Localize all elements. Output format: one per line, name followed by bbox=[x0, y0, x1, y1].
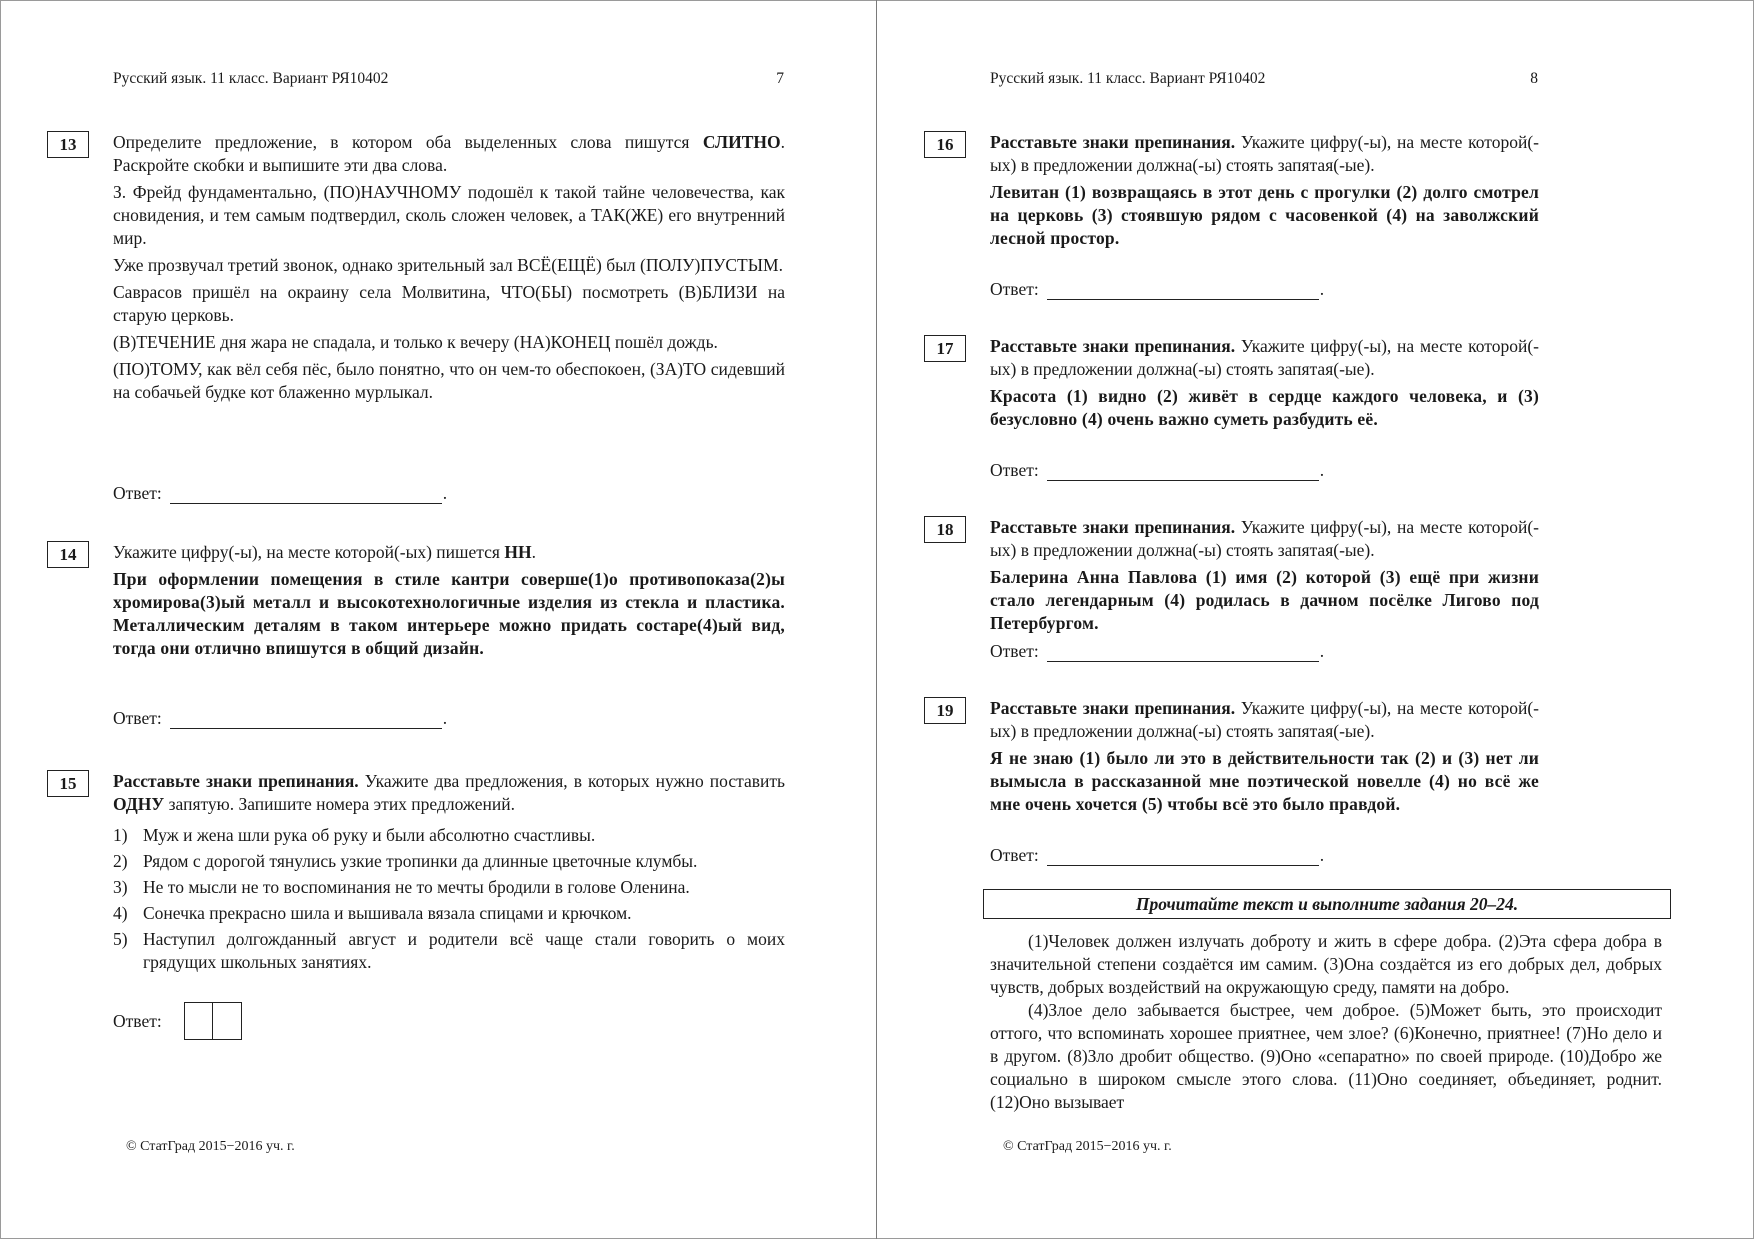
task-prompt: Расставьте знаки препинания. Укажите два предложения, в которых нужно поставить ОДНУ запятую. Запишите номера этих предложений. bbox=[113, 771, 785, 814]
task-19 bbox=[924, 697, 1539, 820]
task-number-box: 19 bbox=[924, 697, 966, 724]
sentence: Уже прозвучал третий звонок, однако зрительный зал ВСЁ(ЕЩЁ) был (ПОЛУ)ПУСТЫМ. bbox=[113, 255, 783, 275]
task-text: Балерина Анна Павлова (1) имя (2) которой (3) ещё при жизни стало легендарным (4) родилась в дачном посёлке Лигово под Петербургом. bbox=[990, 567, 1539, 633]
reading-passage bbox=[990, 930, 1662, 1114]
answer-field[interactable] bbox=[1047, 282, 1319, 300]
answer-label: Ответ: bbox=[113, 1010, 162, 1031]
answer-cells bbox=[184, 1002, 242, 1040]
answer-label: Ответ: bbox=[113, 483, 162, 503]
task-number-box: 14 bbox=[47, 541, 89, 568]
task-18 bbox=[924, 516, 1539, 639]
task-14 bbox=[47, 541, 785, 664]
answer-15 bbox=[113, 1002, 242, 1040]
answer-label: Ответ: bbox=[990, 641, 1039, 661]
task-prompt: Расставьте знаки препинания. Укажите цифру(-ы), на месте которой(-ых) в предложении должна(-ы) стоять запятая(-ые). bbox=[990, 132, 1539, 175]
answer-16: Ответ: . bbox=[990, 279, 1325, 299]
passage-paragraph: (1)Человек должен излучать доброту и жить в сфере добра. (2)Эта сфера добра в значительной степени создаётся им самим. (3)Она создаётся из его добрых дел, добрых чувств, добрых воздействий на окружающую среду, памяти на добро. bbox=[990, 931, 1662, 997]
task-text: Я не знаю (1) было ли это в действительности так (2) и (3) нет ли вымысла в рассказанной мне поэтической новелле (4) но всё же мне очень хочется (5) чтобы всё это было правдой. bbox=[990, 748, 1539, 814]
sentence: Саврасов пришёл на окраину села Молвитина, ЧТО(БЫ) посмотреть (В)БЛИЗИ на старую церковь. bbox=[113, 282, 785, 325]
task-13 bbox=[47, 131, 785, 408]
sentence: (ПО)ТОМУ, как вёл себя пёс, было понятно, что он чем-то обеспокоен, (ЗА)ТО сидевший на собачьей будке кот блаженно мурлыкал. bbox=[113, 359, 785, 402]
answer-13: Ответ: . bbox=[113, 483, 448, 503]
task-15 bbox=[47, 770, 785, 977]
answer-field[interactable] bbox=[1047, 644, 1319, 662]
answer-18: Ответ: . bbox=[990, 641, 1325, 661]
answer-label: Ответ: bbox=[113, 708, 162, 728]
header-title: Русский язык. 11 класс. Вариант РЯ10402 bbox=[113, 70, 389, 87]
answer-field[interactable] bbox=[170, 711, 442, 729]
answer-field[interactable] bbox=[170, 486, 442, 504]
header-title: Русский язык. 11 класс. Вариант РЯ10402 bbox=[990, 70, 1266, 87]
task-prompt: Расставьте знаки препинания. Укажите цифру(-ы), на месте которой(-ых) в предложении должна(-ы) стоять запятая(-ые). bbox=[990, 517, 1539, 560]
list-item: 1) Муж и жена шли рука об руку и были абсолютно счастливы. bbox=[113, 825, 596, 845]
list-item: 3) Не то мысли не то воспоминания не то мечты бродили в голове Оленина. bbox=[113, 877, 690, 897]
list-item: 5) Наступил долгожданный август и родители всё чаще стали говорить о моих грядущих школьных занятиях. bbox=[113, 929, 785, 972]
passage-paragraph: (4)Злое дело забывается быстрее, чем доброе. (5)Может быть, это происходит оттого, что вспоминать хорошее приятнее, чем злое? (6)Конечно, приятнее! (7)Но дело и в другом. (8)Зло дробит общество. (9)Оно «сепаратно» по своей природе. (10)Добро же социально в широком смысле этого слова. (11)Оно соединяет, объединяет, роднит. (12)Оно вызывает bbox=[990, 1000, 1662, 1112]
sentence: (В)ТЕЧЕНИЕ дня жара не спадала, и только к вечеру (НА)КОНЕЦ пошёл дождь. bbox=[113, 332, 718, 352]
answer-17: Ответ: . bbox=[990, 460, 1325, 480]
reading-banner: Прочитайте текст и выполните задания 20–24. bbox=[983, 889, 1671, 919]
list-item: 2) Рядом с дорогой тянулись узкие тропинки да длинные цветочные клумбы. bbox=[113, 851, 698, 871]
answer-14: Ответ: . bbox=[113, 708, 448, 728]
answer-cell[interactable] bbox=[213, 1002, 242, 1040]
page-number: 8 bbox=[1530, 70, 1538, 87]
footer: © СтатГрад 2015−2016 уч. г. bbox=[1003, 1139, 1172, 1154]
task-prompt: Расставьте знаки препинания. Укажите цифру(-ы), на месте которой(-ых) в предложении должна(-ы) стоять запятая(-ые). bbox=[990, 698, 1539, 741]
list-item: 4) Сонечка прекрасно шила и вышивала вязала спицами и крючком. bbox=[113, 903, 632, 923]
task-text: При оформлении помещения в стиле кантри соверше(1)о противопоказа(2)ы хромирова(3)ый металл и высокотехнологичные изделия из стекла и пластика. Металлическим деталям в таком интерьере можно придать состаре(4)ый вид, тогда они отлично впишутся в общий дизайн. bbox=[113, 569, 785, 658]
options-list bbox=[113, 824, 785, 974]
answer-19: Ответ: . bbox=[990, 845, 1325, 865]
page-header bbox=[990, 70, 1538, 88]
task-prompt: Определите предложение, в котором оба выделенных слова пишутся СЛИТНО. Раскройте скобки и выпишите эти два слова. bbox=[113, 132, 785, 175]
page-number: 7 bbox=[776, 70, 784, 87]
answer-label: Ответ: bbox=[990, 460, 1039, 480]
answer-field[interactable] bbox=[1047, 463, 1319, 481]
task-text: Левитан (1) возвращаясь в этот день с прогулки (2) долго смотрел на церковь (3) стоявшую рядом с часовенкой (4) на заволжский лесной простор. bbox=[990, 182, 1539, 248]
task-prompt: Расставьте знаки препинания. Укажите цифру(-ы), на месте которой(-ых) в предложении должна(-ы) стоять запятая(-ые). bbox=[990, 336, 1539, 379]
task-number-box: 17 bbox=[924, 335, 966, 362]
answer-field[interactable] bbox=[1047, 848, 1319, 866]
answer-cell[interactable] bbox=[184, 1002, 213, 1040]
task-16 bbox=[924, 131, 1539, 254]
task-number-box: 15 bbox=[47, 770, 89, 797]
task-number-box: 16 bbox=[924, 131, 966, 158]
page-7 bbox=[0, 0, 876, 1239]
task-17 bbox=[924, 335, 1539, 435]
task-number-box: 18 bbox=[924, 516, 966, 543]
task-text: Красота (1) видно (2) живёт в сердце каждого человека, и (3) безусловно (4) очень важно суметь разбудить её. bbox=[990, 386, 1539, 429]
sentence: З. Фрейд фундаментально, (ПО)НАУЧНОМУ подошёл к такой тайне человечества, как сновидения, и тем самым подтвердил, сколь сложен человек, а ТАК(ЖЕ) его внутренний мир. bbox=[113, 182, 785, 248]
footer: © СтатГрад 2015−2016 уч. г. bbox=[126, 1139, 295, 1154]
answer-label: Ответ: bbox=[990, 279, 1039, 299]
task-prompt: Укажите цифру(-ы), на месте которой(-ых) пишется НН. bbox=[113, 542, 536, 562]
answer-label: Ответ: bbox=[990, 845, 1039, 865]
page-header bbox=[113, 70, 784, 88]
task-number-box: 13 bbox=[47, 131, 89, 158]
